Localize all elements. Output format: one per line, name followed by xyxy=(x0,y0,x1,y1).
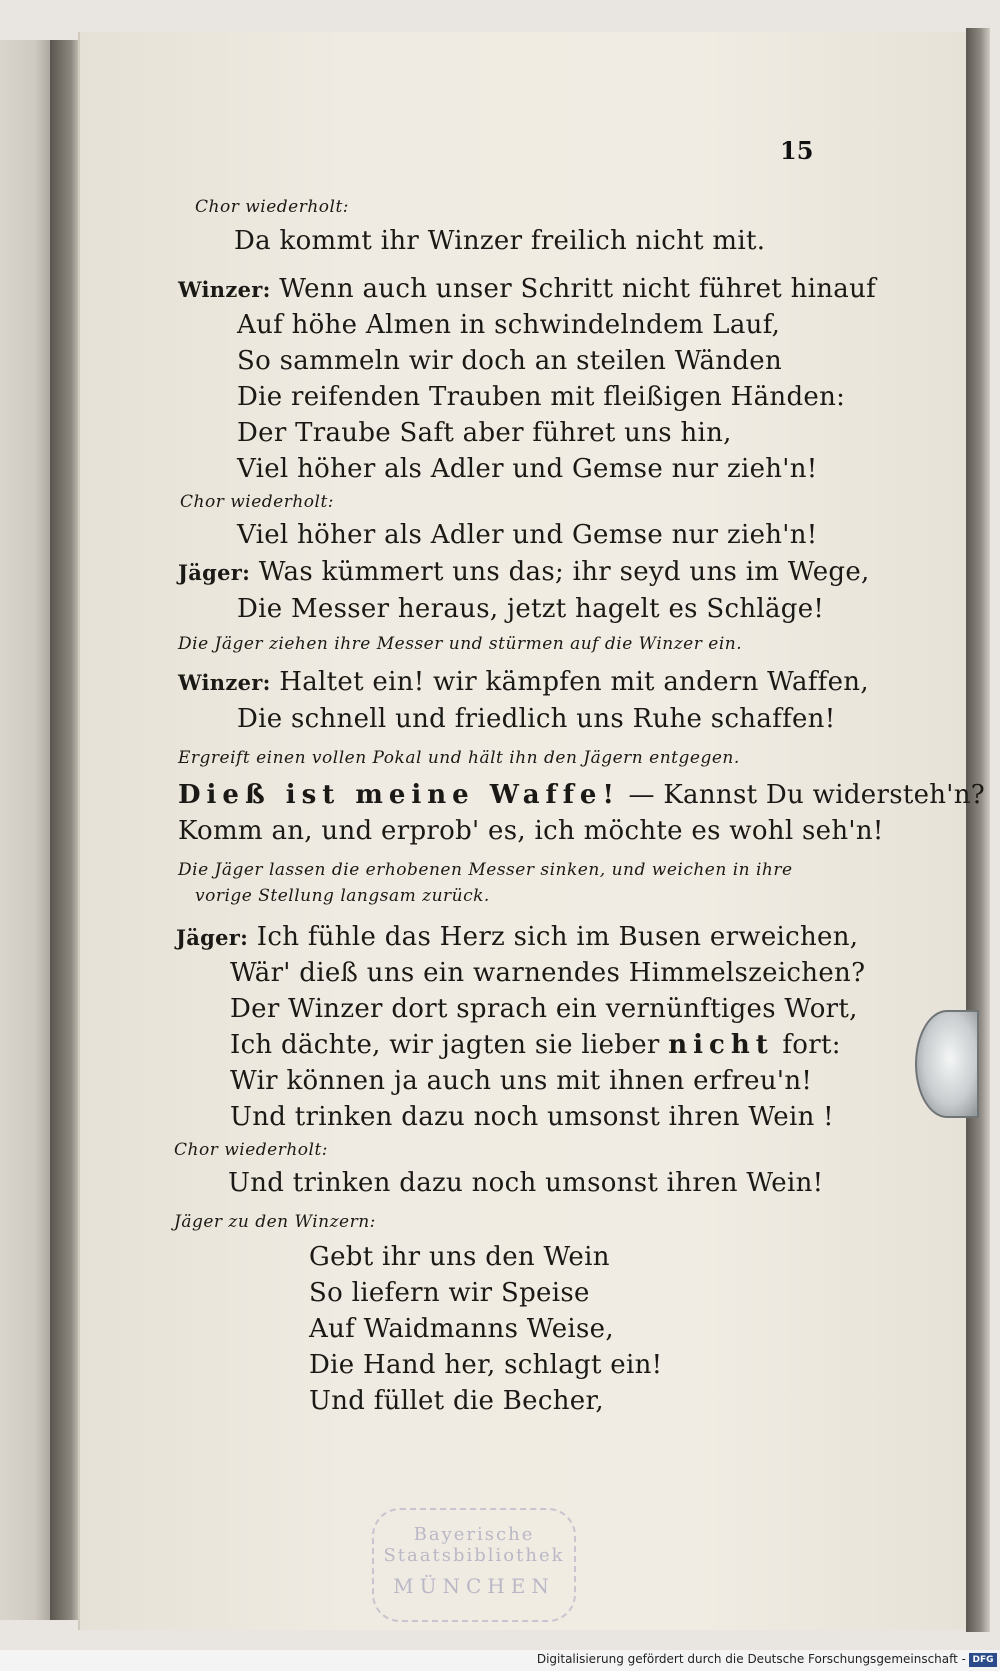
book-gutter xyxy=(50,40,80,1620)
stage-direction: Die Jäger lassen die erhobenen Messer sinken, und weichen in ihre xyxy=(178,860,793,880)
verse-line: So liefern wir Speise xyxy=(309,1278,590,1308)
verse-line: Der Traube Saft aber führet uns hin, xyxy=(237,418,732,448)
verse-line: Komm an, und erprob' es, ich möchte es wohl seh'n! xyxy=(178,816,884,846)
verse-line: Auf Waidmanns Weise, xyxy=(309,1314,614,1344)
footer-credit: Digitalisierung gefördert durch die Deutsche Forschungsgemeinschaft - xyxy=(536,1652,966,1666)
stage-direction: Ergreift einen vollen Pokal und hält ihn den Jägern entgegen. xyxy=(178,748,740,768)
page-edge-right xyxy=(966,28,990,1632)
verse-line: Jäger: Was kümmert uns das; ihr seyd uns im Wege, xyxy=(178,557,870,587)
page-clip xyxy=(915,1010,979,1118)
verse-line: Jäger: Ich fühle das Herz sich im Busen erweichen, xyxy=(176,922,859,952)
stage-direction: Chor wiederholt: xyxy=(195,197,350,217)
library-stamp: Bayerische Staatsbibliothek MÜNCHEN xyxy=(372,1508,576,1622)
verse-line: Die schnell und friedlich uns Ruhe schaffen! xyxy=(237,704,836,734)
verse-line: Viel höher als Adler und Gemse nur zieh'n! xyxy=(237,454,818,484)
speaker-label: Winzer: xyxy=(178,277,271,302)
stage-direction: Jäger zu den Winzern: xyxy=(174,1212,376,1232)
verse-line: Und trinken dazu noch umsonst ihren Wein! xyxy=(228,1168,824,1198)
stage-direction: Chor wiederholt: xyxy=(180,492,335,512)
verse-line: Dieß ist meine Waffe! — Kannst Du widersteh'n? xyxy=(178,780,986,810)
page-number: 15 xyxy=(780,136,814,165)
verse-line: Viel höher als Adler und Gemse nur zieh'n! xyxy=(237,520,818,550)
speaker-label: Winzer: xyxy=(178,670,271,695)
verse-line: Die reifenden Trauben mit fleißigen Händen: xyxy=(237,382,846,412)
verse-line: Winzer: Wenn auch unser Schritt nicht führet hinauf xyxy=(178,274,877,304)
verse-line: Der Winzer dort sprach ein vernünftiges Wort, xyxy=(230,994,858,1024)
dfg-logo-icon: DFG xyxy=(969,1653,997,1667)
verse-line: Und trinken dazu noch umsonst ihren Wein ! xyxy=(230,1102,834,1132)
stage-direction: Chor wiederholt: xyxy=(174,1140,329,1160)
stage-direction: vorige Stellung langsam zurück. xyxy=(195,886,490,906)
footer-bar xyxy=(0,1650,1000,1671)
verse-line: Die Messer heraus, jetzt hagelt es Schläge! xyxy=(237,594,825,624)
verse-line: Und füllet die Becher, xyxy=(309,1386,604,1416)
verse-line: Auf höhe Almen in schwindelndem Lauf, xyxy=(237,310,781,340)
verse-line: So sammeln wir doch an steilen Wänden xyxy=(237,346,783,376)
verse-line: Da kommt ihr Winzer freilich nicht mit. xyxy=(234,226,766,256)
verse-line: Winzer: Haltet ein! wir kämpfen mit andern Waffen, xyxy=(178,667,869,697)
verse-line: Ich dächte, wir jagten sie lieber nicht fort: xyxy=(230,1030,841,1060)
verse-line: Die Hand her, schlagt ein! xyxy=(309,1350,663,1380)
speaker-label: Jäger: xyxy=(178,560,251,585)
verse-line: Wir können ja auch uns mit ihnen erfreu'n! xyxy=(230,1066,813,1096)
stage-direction: Die Jäger ziehen ihre Messer und stürmen auf die Winzer ein. xyxy=(178,634,743,654)
speaker-label: Jäger: xyxy=(176,925,249,950)
verse-line: Wär' dieß uns ein warnendes Himmelszeichen? xyxy=(230,958,866,988)
verse-line: Gebt ihr uns den Wein xyxy=(309,1242,610,1272)
